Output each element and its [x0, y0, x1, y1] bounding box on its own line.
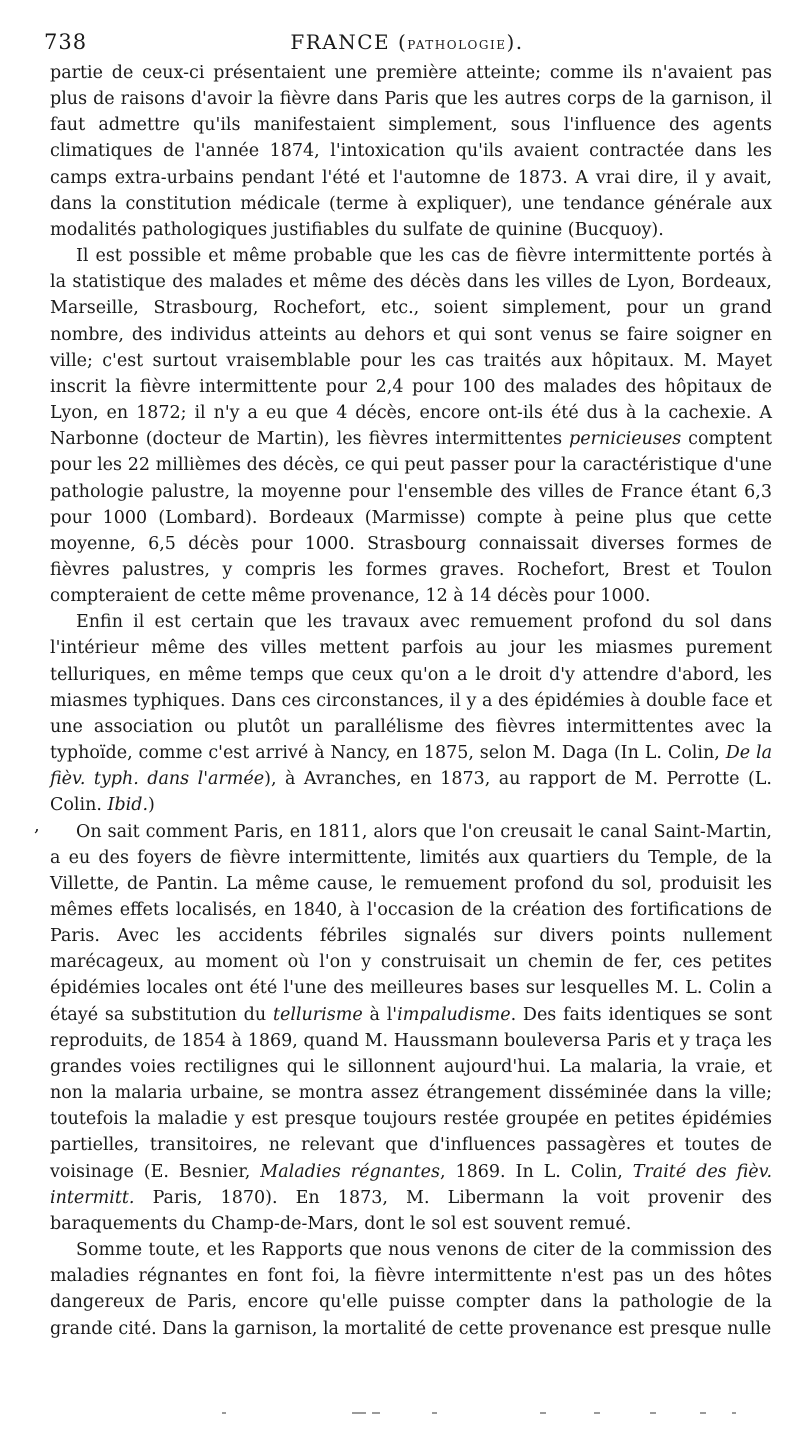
running-title-end: ).: [506, 30, 524, 54]
text-run: à l': [362, 1004, 398, 1025]
text-run: Paris, 1870). En 1873, M. Libermann la voit provenir des baraquements du Champ-de-Mars, dont le sol est souvent remué.: [50, 1187, 772, 1234]
running-title: [44, 30, 770, 57]
body-text: [50, 60, 772, 1342]
paragraph-2: [50, 243, 772, 609]
text-run: Il est possible et même probable que les cas de fièvre intermittente portés à la statistique des malades et même des décès dans les villes de Lyon, Bordeaux, Marseille, Strasbourg, Rochefort, etc., soient simplement, pour un grand nombre, des individus atteints au dehors et qui sont venus se faire soigner en ville; c'est surtout vraisemblable pour les cas traités aux hôpitaux. M. Mayet inscrit la fièvre intermittente pour 2,4 pour 100 des malades des hôpitaux de Lyon, en 1872; il n'y a eu que 4 décès, encore ont-ils été dus à la cachexie. A Narbonne (docteur de Martin), les fièvres intermittentes: [50, 246, 772, 450]
text-run: On sait comment Paris, en 1811, alors que l'on creusait le canal Saint-Martin, a eu des foyers de fièvre intermittente, limités aux quartiers du Temple, de la Villette, de Pantin. La même cause, le remuement profond du sol, produisit les mêmes effets localisés, en 1840, à l'occasion de la création des fortifications de Paris. Avec les accidents fébriles signalés sur divers points nullement marécageux, au moment où l'on y construisait un chemin de fer, ces petites épidémies locales ont été l'une des meilleures bases sur lesquelles M. L. Colin a étayé sa substitution du: [50, 821, 772, 1025]
paragraph-1: [50, 60, 772, 243]
paragraph-5: [50, 1237, 772, 1342]
bottom-print-marks: [222, 1412, 742, 1418]
text-run: , 1869. In L. Colin,: [440, 1161, 633, 1182]
italic-text: impaludisme: [397, 1004, 511, 1025]
running-header: [44, 30, 770, 54]
text-run: Enfin il est certain que les travaux avec remuement profond du sol dans l'intérieur même des villes mettent parfois au jour les miasmes purement telluriques, en même temps que ceux qu'on a le droit d'y attendre d'abord, les miasmes typhiques. Dans ces circonstances, il y a des épidémies à double face et une association ou plutôt un parallélisme des fièvres intermittentes avec la typhoïde, comme c'est arrivé à Nancy, en 1875, selon M. Daga (In L. Colin,: [50, 612, 772, 764]
margin-mark: ,: [34, 815, 40, 836]
running-title-main: FRANCE (: [290, 30, 408, 54]
text-run: Somme toute, et les Rapports que nous venons de citer de la commission des maladies régnantes en font foi, la fièvre intermittente n'est pas un des hôtes dangereux de Paris, encore qu'elle puisse compter dans la pathologie de la grande cité. Dans la garnison, la mortalité de cette provenance est presque nulle: [50, 1240, 772, 1339]
paragraph-4: [50, 819, 772, 1238]
italic-text: tellurisme: [272, 1004, 363, 1025]
text-run: . Des faits identiques se sont reproduits, de 1854 à 1869, quand M. Haussmann bouleversa Paris et y traça les grandes voies rectilignes qui le sillonnent aujourd'hui. La malaria, la vraie, et non la malaria urbaine, se montra assez étrangement disséminée dans la ville; toutefois la maladie y est presque toujours restée groupée en petites épidémies partielles, transitoires, ne relevant que d'influences passagères et toutes de voisinage (E. Besnier,: [50, 1004, 773, 1182]
text-run: partie de ceux-ci présentaient une première atteinte; comme ils n'avaient pas plus de raisons d'avoir la fièvre dans Paris que les autres corps de la garnison, il faut admettre qu'ils manifestaient simplement, sous l'influence des agents climatiques de l'année 1874, l'intoxication qu'ils avaient contractée dans les camps extra-urbains pendant l'été et l'automne de 1873. A vrai dire, il y avait, dans la constitution médicale (terme à expliquer), une tendance générale aux modalités pathologiques justifiables du sulfate de quinine (Bucquoy).: [50, 63, 772, 240]
page-number: 738: [44, 30, 88, 54]
italic-text: Ibid.: [107, 795, 149, 816]
italic-text: Maladies régnantes: [260, 1161, 441, 1182]
italic-text: pernicieuses: [569, 429, 682, 450]
paragraph-3: [50, 609, 772, 818]
text-run: ), à Avranches, en 1873, au rapport de M. Perrotte (L. Colin.: [50, 769, 772, 816]
text-run: ): [148, 795, 155, 816]
italic-text: De la fièv. typh. dans l'armée: [50, 743, 773, 790]
italic-text: Traité des fièv. intermitt.: [50, 1161, 773, 1208]
text-run: comptent pour les 22 millièmes des décès, ce qui peut passer pour la caractéristique d'une pathologie palustre, la moyenne pour l'ensemble des villes de France étant 6,3 pour 1000 (Lombard). Bordeaux (Marmisse) compte à peine plus que cette moyenne, 6,5 décès pour 1000. Strasbourg connaissait diverses formes de fièvres palustres, y compris les formes graves. Rochefort, Brest et Toulon compteraient de cette même provenance, 12 à 14 décès pour 1000.: [50, 429, 772, 607]
running-title-subject: PATHOLOGIE: [407, 38, 507, 52]
